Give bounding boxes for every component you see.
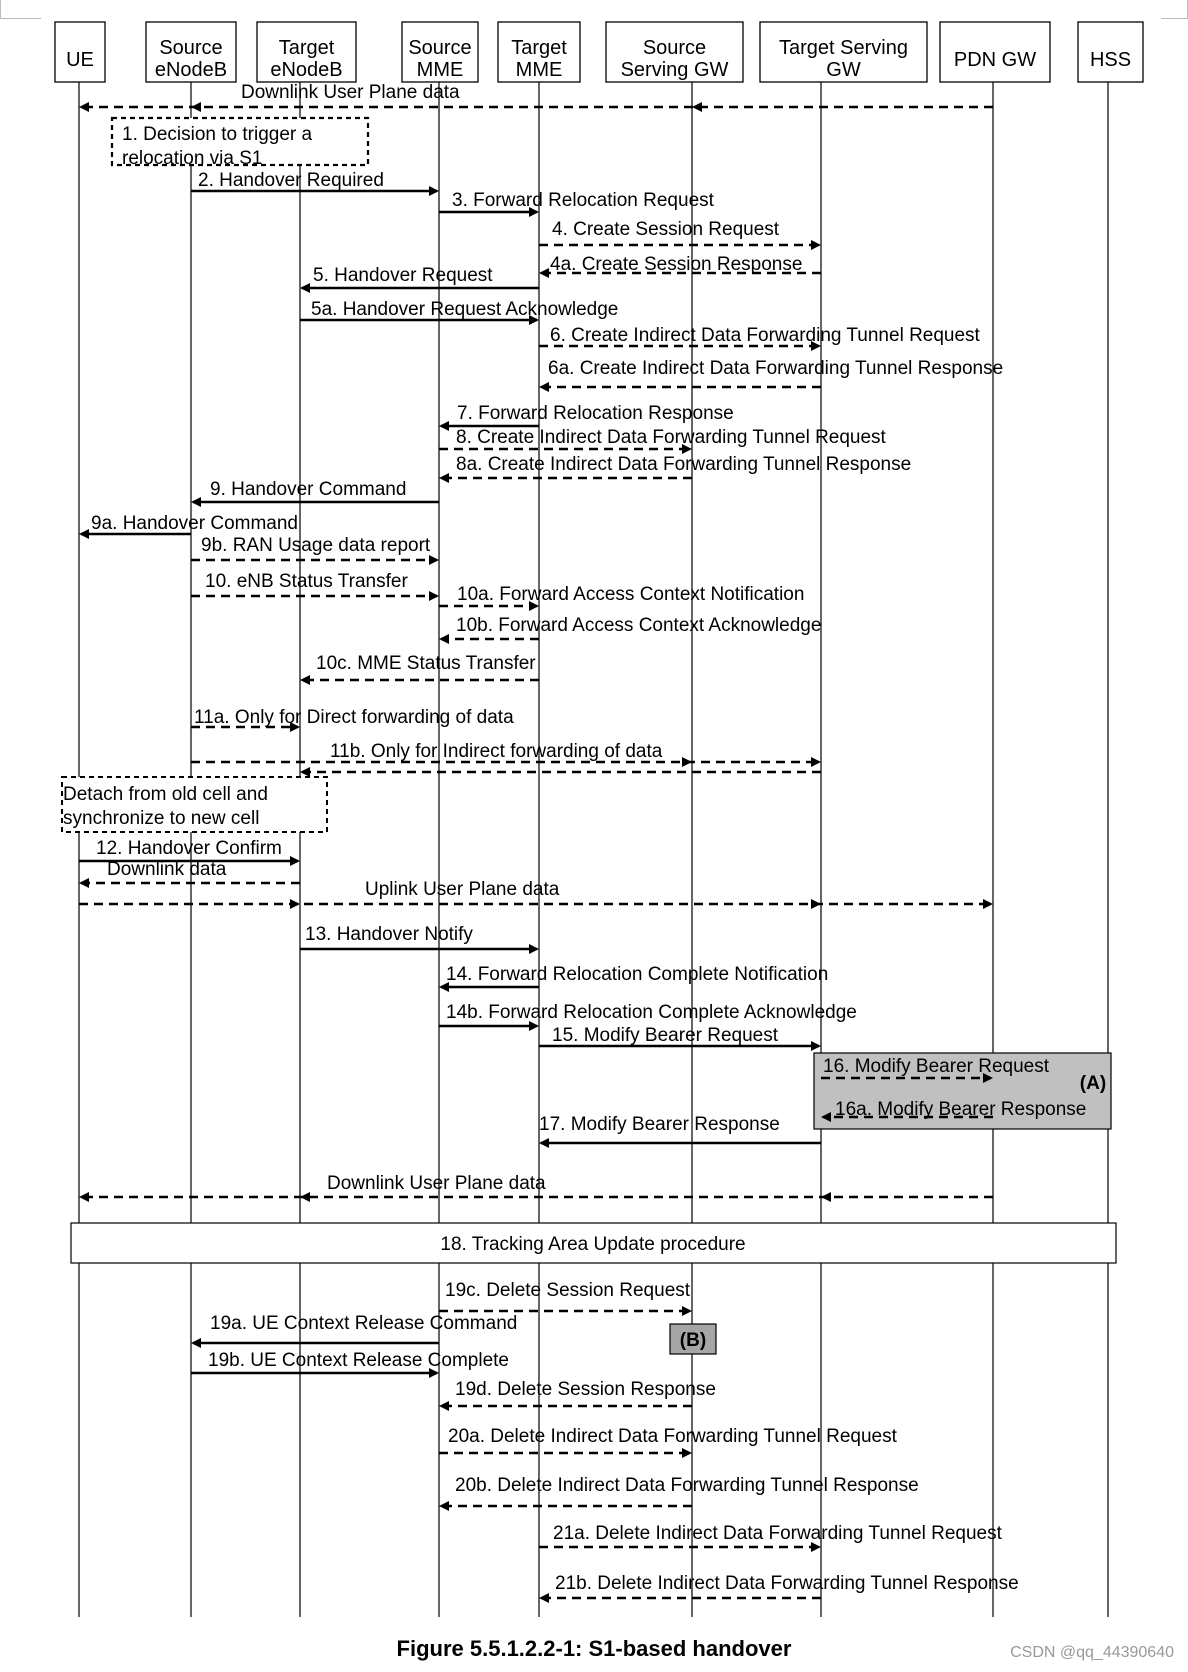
- message: [191, 591, 439, 601]
- participant-label: PDN GW: [953, 49, 1037, 71]
- participant-hss: [1078, 22, 1143, 82]
- message-arrowhead: [79, 102, 89, 112]
- message-label: 21a. Delete Indirect Data Forwarding Tunnel Request: [553, 1523, 1002, 1544]
- message-arrowhead: [811, 757, 821, 767]
- watermark: CSDN @qq_44390640: [1010, 1644, 1174, 1661]
- message-label: 16. Modify Bearer Request: [823, 1056, 1050, 1077]
- message-label: 12. Handover Confirm: [96, 838, 282, 859]
- message-label: 6a. Create Indirect Data Forwarding Tunnel Response: [548, 358, 1004, 379]
- message-label: 19c. Delete Session Request: [445, 1280, 691, 1301]
- message-label: 7. Forward Relocation Response: [457, 403, 734, 424]
- figure-caption: Figure 5.5.1.2.2-1: S1-based handover: [396, 1636, 792, 1661]
- message-arrowhead: [191, 1338, 201, 1348]
- note-decision: [112, 118, 368, 169]
- message-label: 4. Create Session Request: [552, 219, 780, 240]
- message-return-arrow: [300, 767, 821, 777]
- message-arrowhead: [539, 1593, 549, 1603]
- message-arrowhead: [300, 283, 310, 293]
- message-arrowhead: [682, 1448, 692, 1458]
- message-label: 19a. UE Context Release Command: [210, 1313, 518, 1334]
- message-label: 2. Handover Required: [198, 170, 384, 191]
- message-arrowhead: [191, 102, 201, 112]
- note-tau: [71, 1223, 1116, 1263]
- message-label: 10a. Forward Access Context Notification: [457, 584, 805, 605]
- message-label: 4a. Create Session Response: [550, 254, 803, 275]
- note-text: 1. Decision to trigger a: [122, 124, 313, 145]
- message-label: 10. eNB Status Transfer: [205, 571, 408, 592]
- message-label: Downlink User Plane data: [241, 82, 460, 103]
- message: [539, 1138, 821, 1148]
- message-arrowhead: [79, 529, 89, 539]
- message-label: 5. Handover Request: [313, 265, 493, 286]
- message-arrowhead: [539, 1138, 549, 1148]
- message-label: 20a. Delete Indirect Data Forwarding Tunnel Request: [448, 1426, 897, 1447]
- message-arrowhead: [692, 102, 702, 112]
- message-label: 6. Create Indirect Data Forwarding Tunnel Request: [550, 325, 980, 346]
- message: [439, 1448, 692, 1458]
- message-arrowhead: [191, 497, 201, 507]
- message-arrowhead: [529, 944, 539, 954]
- message-label: 8. Create Indirect Data Forwarding Tunnel Request: [456, 427, 886, 448]
- message-arrowhead: [983, 899, 993, 909]
- message-label: 17. Modify Bearer Response: [539, 1114, 780, 1135]
- message-label: 3. Forward Relocation Request: [452, 190, 714, 211]
- message-arrowhead: [682, 757, 692, 767]
- participant-label: MME: [515, 59, 563, 81]
- participant-label: HSS: [1089, 49, 1132, 71]
- note-text: relocation via S1: [122, 148, 263, 169]
- message: [300, 675, 539, 685]
- message-label: Downlink User Plane data: [327, 1173, 546, 1194]
- message: [79, 102, 993, 112]
- note-detach: [62, 777, 327, 832]
- message-arrowhead: [290, 856, 300, 866]
- participant-src-enb: [146, 22, 236, 82]
- participant-label: Target: [511, 37, 567, 59]
- participant-label: Target Serving: [779, 37, 908, 59]
- message-arrowhead: [811, 899, 821, 909]
- message-label: 13. Handover Notify: [305, 924, 473, 945]
- note-text: Detach from old cell and: [63, 784, 268, 805]
- message-arrowhead: [821, 1192, 831, 1202]
- participant-ue: [55, 22, 105, 82]
- participant-label: Source: [408, 37, 472, 59]
- message: [439, 1501, 692, 1511]
- participant-label: GW: [826, 59, 861, 81]
- message-arrowhead: [439, 421, 449, 431]
- message-arrowhead: [811, 1041, 821, 1051]
- marker-text: (A): [1079, 1073, 1107, 1094]
- message: [439, 1401, 692, 1411]
- message-label: 21b. Delete Indirect Data Forwarding Tunnel Response: [555, 1573, 1019, 1594]
- message-arrowhead: [79, 878, 89, 888]
- participant-label: MME: [416, 59, 464, 81]
- message-label: 10c. MME Status Transfer: [316, 653, 536, 674]
- message-label: Uplink User Plane data: [365, 879, 560, 900]
- message-label: 16a. Modify Bearer Response: [835, 1099, 1087, 1120]
- message-arrowhead: [429, 186, 439, 196]
- message-arrowhead: [439, 634, 449, 644]
- message: [539, 1593, 821, 1603]
- message-label: 9. Handover Command: [210, 479, 407, 500]
- participant-src-mme: [402, 22, 478, 82]
- note-text: 18. Tracking Area Update procedure: [440, 1234, 746, 1255]
- participant-label: Serving GW: [620, 59, 729, 81]
- participant-label: Source: [642, 37, 707, 59]
- message-label: 20b. Delete Indirect Data Forwarding Tunnel Response: [455, 1475, 919, 1496]
- message-label: 19d. Delete Session Response: [455, 1379, 716, 1400]
- message-arrowhead: [300, 1192, 310, 1202]
- message-arrowhead: [300, 675, 310, 685]
- message-label: 8a. Create Indirect Data Forwarding Tunnel Response: [456, 454, 912, 475]
- message-label: 14b. Forward Relocation Complete Acknowledge: [446, 1002, 857, 1023]
- marker-b: [670, 1324, 716, 1354]
- participant-pgw: [940, 22, 1050, 82]
- message-label: 9b. RAN Usage data report: [201, 535, 431, 556]
- message: [191, 1338, 439, 1348]
- participant-src-sgw: [606, 22, 743, 82]
- marker-text: (B): [679, 1330, 707, 1351]
- message-label: 14. Forward Relocation Complete Notification: [446, 964, 829, 985]
- message-label: 5a. Handover Request Acknowledge: [311, 299, 619, 320]
- message-label: 11a. Only for Direct forwarding of data: [194, 707, 514, 728]
- message-arrowhead: [429, 555, 439, 565]
- note-text: synchronize to new cell: [63, 808, 260, 829]
- message-label: 9a. Handover Command: [91, 513, 298, 534]
- message-arrowhead: [539, 382, 549, 392]
- message: [539, 382, 821, 392]
- message-arrowhead: [439, 1501, 449, 1511]
- participant-tgt-enb: [257, 22, 356, 82]
- participant-label: UE: [66, 49, 94, 71]
- message-arrowhead: [811, 240, 821, 250]
- message: [300, 944, 539, 954]
- message-arrowhead: [682, 1306, 692, 1316]
- message-label: Downlink data: [107, 859, 227, 880]
- message: [191, 555, 439, 565]
- message-arrowhead: [79, 1192, 89, 1202]
- message-label: 11b. Only for Indirect forwarding of data: [330, 741, 663, 762]
- message-arrowhead: [439, 473, 449, 483]
- message-arrowhead: [439, 1401, 449, 1411]
- participant-label: eNodeB: [154, 59, 228, 81]
- message-label: 15. Modify Bearer Request: [552, 1025, 779, 1046]
- participant-label: Source: [159, 37, 223, 59]
- participant-label: Target: [278, 37, 335, 59]
- message: [79, 899, 993, 909]
- message-arrowhead: [300, 767, 310, 777]
- participant-label: eNodeB: [270, 59, 343, 81]
- participant-tgt-sgw: [760, 22, 927, 82]
- message-label: 19b. UE Context Release Complete: [208, 1350, 509, 1371]
- message-arrowhead: [539, 268, 549, 278]
- message: [539, 240, 821, 250]
- message-label: 10b. Forward Access Context Acknowledge: [456, 615, 822, 636]
- participant-tgt-mme: [498, 22, 580, 82]
- message-arrowhead: [290, 899, 300, 909]
- message-arrowhead: [429, 591, 439, 601]
